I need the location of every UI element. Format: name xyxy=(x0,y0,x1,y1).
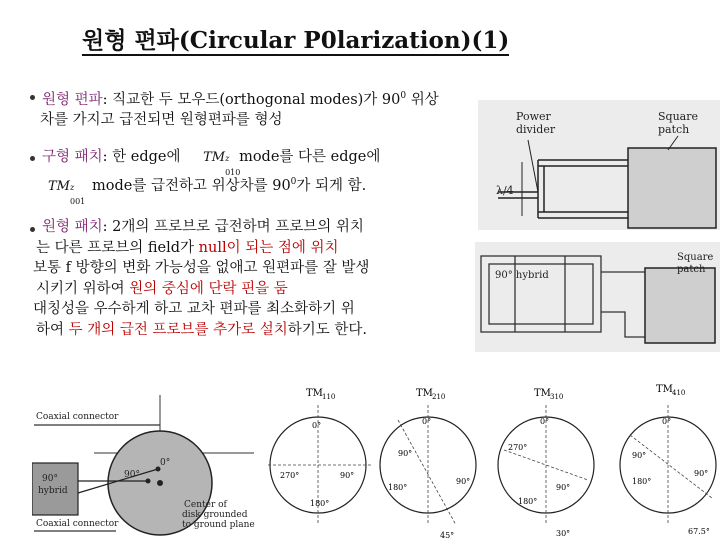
mode-410-name: TM xyxy=(656,384,673,395)
mode-circle-310 xyxy=(498,388,594,538)
mode-110-label-2: 270° xyxy=(280,471,300,480)
tm-label-b: TM xyxy=(48,178,70,194)
bullet-3-l6b: 두 개의 급전 프로브를 추가로 설치 xyxy=(68,321,288,338)
bullet-3-l3: 보통 f 방향의 변화 가능성을 없애고 원편파를 잘 발생 xyxy=(33,260,370,276)
circular-disk-figure xyxy=(32,385,270,540)
hybrid-square-patch-label-1: Square xyxy=(677,252,714,263)
mode-110-name: TM xyxy=(306,388,323,399)
bullet-dot-3 xyxy=(30,227,35,232)
disk-center-label-3: to ground plane xyxy=(182,520,255,530)
mode-310-sub: 310 xyxy=(550,393,564,401)
tm-label-a: TM xyxy=(203,150,226,165)
bullet-2-mode-a: mode를 다른 edge에 xyxy=(239,149,381,165)
bullet-1-end: 위상 xyxy=(406,91,439,108)
rect-patch-divider-figure xyxy=(478,100,720,230)
mode-circle-410 xyxy=(620,384,716,536)
mode-circle-110 xyxy=(268,388,373,525)
bullet-1 xyxy=(42,86,512,130)
bullet-2-line2: mode를 급전하고 위상차를 90 xyxy=(91,177,291,194)
hybrid-square-patch-figure xyxy=(475,242,720,352)
tm-b-sub: 001 xyxy=(69,196,86,206)
square-patch-shape xyxy=(628,148,716,228)
hybrid-label: 90° hybrid xyxy=(495,270,549,281)
square-patch-label-2: patch xyxy=(658,123,690,136)
mode-310-label-2: 270° xyxy=(508,443,528,452)
bullet-1-sup: 0 xyxy=(400,91,407,101)
lambda-quarter-label: λ/4 xyxy=(496,184,514,197)
mode-310-name: TM xyxy=(534,388,551,399)
mode-210-name: TM xyxy=(416,388,433,399)
mode-circle-210 xyxy=(380,388,476,540)
bullet-1-head: 원형 편파 xyxy=(42,91,103,108)
bullet-2-end: 가 되게 함. xyxy=(296,177,367,194)
power-divider-label-2: divider xyxy=(516,123,556,136)
mode-110-label-3: 90° xyxy=(340,471,355,480)
mode-210-label-3: 180° xyxy=(388,483,408,492)
mode-410-label-5: 67.5° xyxy=(688,527,710,536)
mode-410-label-1: 0° xyxy=(662,417,672,426)
mode-210-sub: 210 xyxy=(432,393,446,401)
coax-bottom-label: Coaxial connector xyxy=(36,519,119,529)
disk-angle-90: 90° xyxy=(124,470,140,480)
title-english: (Circular P0larization)(1) xyxy=(178,27,510,54)
mode-210-label-2: 90° xyxy=(398,449,413,458)
bullet-2 xyxy=(42,147,482,206)
disk-angle-0: 0° xyxy=(160,458,171,468)
mode-310-label-4: 180° xyxy=(518,497,538,506)
mode-310-label-3: 90° xyxy=(556,483,571,492)
mode-210-label-5: 45° xyxy=(440,531,455,540)
mode-410-sub: 410 xyxy=(672,389,686,397)
mode-110-label-1: 0° xyxy=(312,421,322,430)
bullet-3-l2a: 는 다른 프로브의 field가 xyxy=(36,239,199,256)
mode-210-label-1: 0° xyxy=(422,417,432,426)
bullet-1-text: : 직교한 두 모우드(orthogonal modes)가 90 xyxy=(102,91,401,108)
mode-circles-figure xyxy=(268,380,720,540)
tm-a-sup: z xyxy=(225,154,230,163)
disk-center-label-2: disk grounded xyxy=(182,510,248,520)
mode-210-label-4: 90° xyxy=(456,477,471,486)
bullet-3-l6a: 하여 xyxy=(36,321,69,338)
bullet-3-head: 원형 패치 xyxy=(42,219,103,235)
mode-310-label-1: 0° xyxy=(540,417,550,426)
bullet-3 xyxy=(33,217,472,340)
bullet-2-text: : 한 edge에 xyxy=(102,149,181,165)
title-korean: 원형 편파 xyxy=(82,27,179,54)
bullet-2-head: 구형 패치 xyxy=(42,149,103,165)
bullet-2-sup: 0 xyxy=(290,177,297,187)
bullet-3-l2b: null이 되는 점에 위치 xyxy=(198,239,339,256)
square-patch-label-1: Square xyxy=(658,110,698,123)
bullet-3-l4a: 시키기 위하여 xyxy=(36,280,130,297)
power-divider-label-1: Power xyxy=(516,110,551,123)
bullet-3-l1: : 2개의 프로브로 급전하며 프로브의 위치 xyxy=(102,219,364,235)
mode-410-label-4: 90° xyxy=(694,469,709,478)
tm-a-sub: 010 xyxy=(225,168,241,177)
tm-b-sup: z xyxy=(69,182,75,192)
disk-hybrid-label-2: hybrid xyxy=(38,486,68,496)
mode-310-label-5: 30° xyxy=(556,529,571,538)
bullet-dot-2 xyxy=(30,156,35,161)
mode-110-sub: 110 xyxy=(322,393,336,401)
mode-110-label-4: 180° xyxy=(310,499,330,508)
mode-410-label-2: 90° xyxy=(632,451,647,460)
slide-title xyxy=(82,22,509,55)
bullet-1-line2: 차를 가지고 급전되면 원형편파를 형성 xyxy=(40,111,283,128)
bullet-3-l5: 대칭성을 우수하게 하고 교차 편파를 최소화하기 위 xyxy=(33,301,355,317)
coax-top-label: Coaxial connector xyxy=(36,412,119,422)
bullet-dot-1 xyxy=(30,95,35,100)
disk-hybrid-label-1: 90° xyxy=(42,474,58,484)
hybrid-square-patch-label-2: patch xyxy=(677,264,706,275)
disk-center-label-1: Center of xyxy=(184,500,227,510)
mode-410-label-3: 180° xyxy=(632,477,652,486)
bullet-3-l4b: 원의 중심에 단락 핀을 둠 xyxy=(129,280,288,297)
bullet-3-l6c: 하기도 한다. xyxy=(287,321,368,338)
hybrid-square-patch-shape xyxy=(645,268,715,343)
